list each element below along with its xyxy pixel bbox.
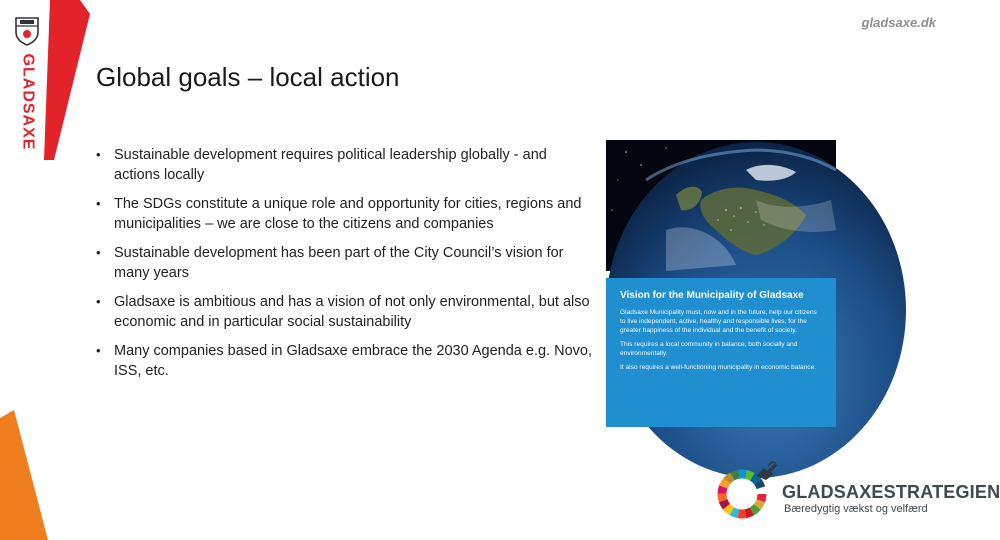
vision-paragraph: This requires a local community in balance, both socially and environmentally.: [620, 341, 798, 357]
bird-icon: [754, 462, 780, 482]
gladsaxe-crest-icon: [14, 16, 40, 46]
vertical-wordmark-text: GLADSAXE: [19, 53, 36, 151]
vision-paragraph: It also requires a well-functioning municipality in economic balance.: [620, 364, 817, 371]
vision-panel: [606, 278, 836, 427]
slide-title: Global goals – local action: [96, 62, 400, 92]
logo-tagline: Bæredygtig vækst og velfærd: [784, 503, 928, 515]
vision-heading: Vision for the Municipality of Gladsaxe: [620, 290, 804, 301]
gladsaxestrategien-logo: [716, 462, 1000, 522]
logo-name: GLADSAXESTRATEGIEN: [782, 482, 1000, 502]
site-url[interactable]: gladsaxe.dk: [861, 15, 936, 30]
bullet-item: • Gladsaxe is ambitious and has a vision of not only environmental, but also economic and in particular social sustainability: [96, 292, 596, 332]
bullet-item: • Many companies based in Gladsaxe embrace the 2030 Agenda e.g. Novo, ISS, etc.: [96, 341, 596, 381]
bullet-item: • Sustainable development requires political leadership globally - and actions locally: [96, 145, 596, 185]
orange-block: [0, 410, 48, 540]
bullet-item: • Sustainable development has been part of the City Council’s vision for many years: [96, 243, 596, 283]
bullet-item: • The SDGs constitute a unique role and opportunity for cities, regions and municipalities – we are close to the citizens and companies: [96, 194, 596, 234]
earth-from-space-image: [606, 140, 836, 271]
vision-paragraph: Gladsaxe Municipality must, now and in the future, help our citizens to live independent, active, healthy and responsible lives, for the greater happiness of the individual and the benefit of society.: [620, 309, 817, 334]
bullet-list: [96, 145, 596, 390]
vertical-wordmark: [12, 52, 42, 152]
